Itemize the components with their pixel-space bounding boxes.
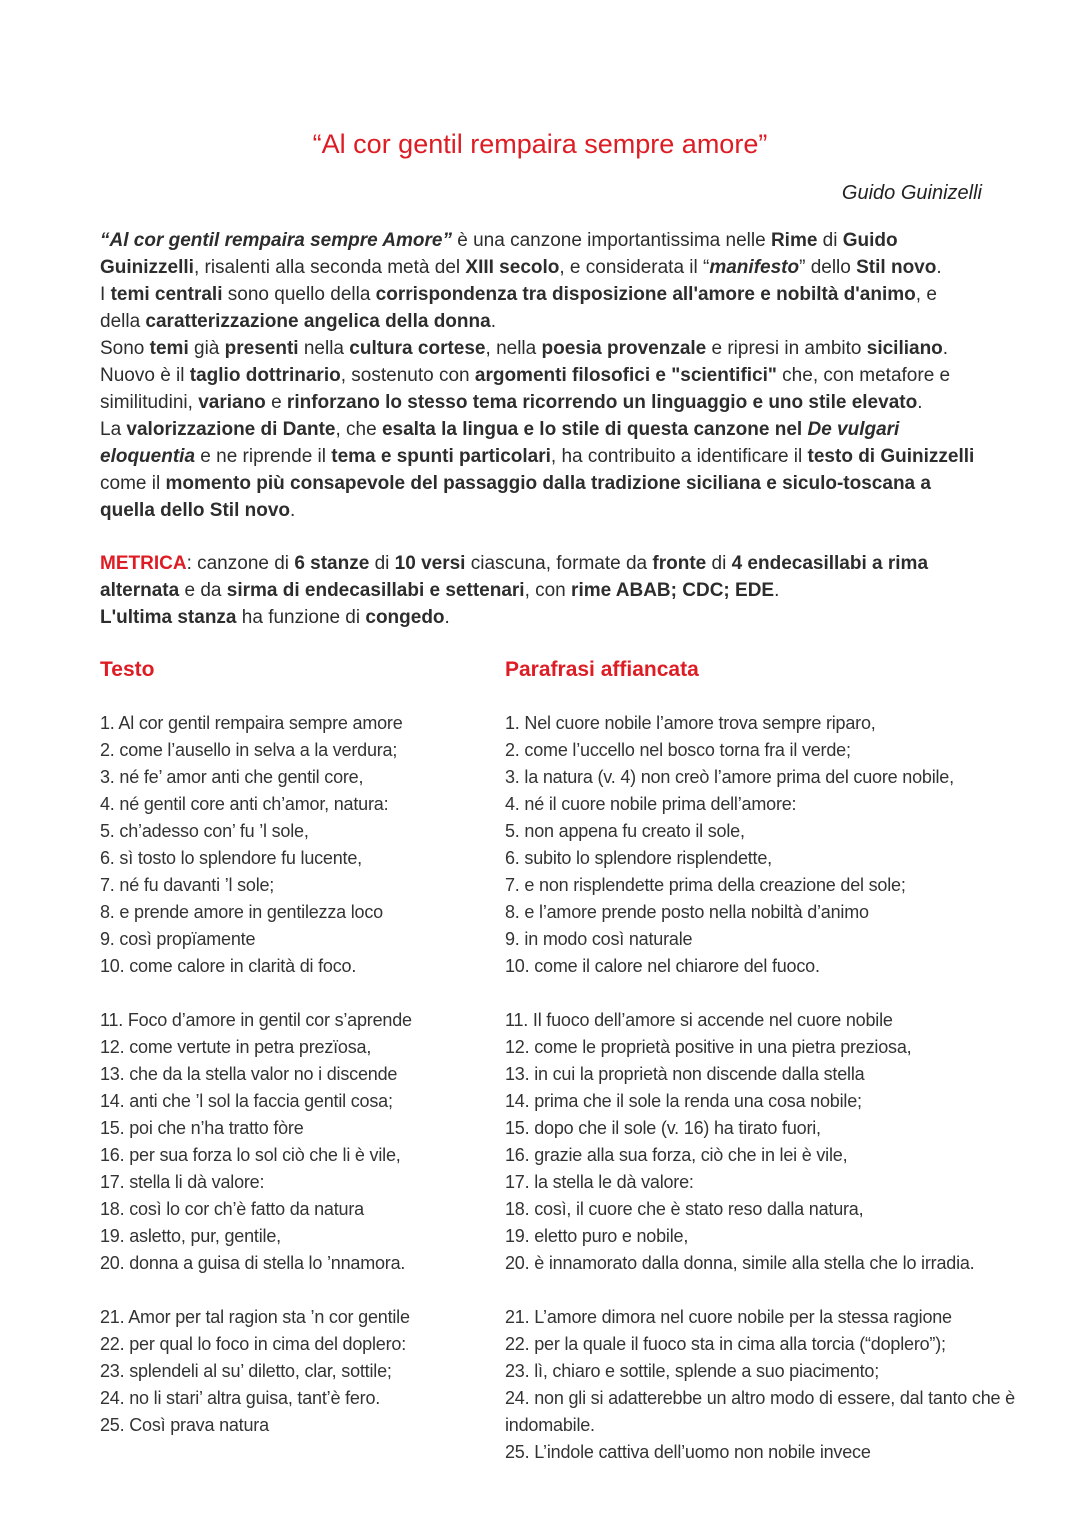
text-run: , con (524, 580, 572, 601)
poem-line: 17. stella li dà valore: (100, 1172, 265, 1192)
poem-line: 1. Al cor gentil rempaira sempre amore (100, 713, 403, 733)
intro-paragraph-5 (100, 416, 982, 524)
text-run: “Al cor gentil rempaira sempre Amore” (100, 230, 452, 251)
text-run: sono quello della (222, 284, 376, 305)
testo-stanza-3 (100, 1304, 505, 1439)
poem-line: 25. Così prava natura (100, 1415, 269, 1435)
poem-line: 8. e prende amore in gentilezza loco (100, 902, 383, 922)
text-run: Rime (770, 230, 818, 251)
text-run: , nella (485, 338, 542, 359)
text-run: Sono (100, 338, 150, 359)
poem-line: 20. donna a guisa di stella lo ’nnamora. (100, 1253, 406, 1273)
poem-line: 4. né gentil core anti ch’amor, natura: (100, 794, 389, 814)
text-run: di (369, 553, 395, 574)
poem-line: 13. che da la stella valor no i discende (100, 1064, 398, 1084)
testo-stanza-2 (100, 1007, 505, 1277)
text-run: Nuovo è il (100, 365, 190, 386)
poem-line: 9. così propïamente (100, 929, 256, 949)
poem-line: 24. non gli si adatterebbe un altro modo di essere, dal tanto che è indomabile. (505, 1388, 1015, 1435)
text-run: , e della (100, 284, 937, 332)
text-run: esalta la lingua e lo stile di questa canzone nel (381, 419, 808, 440)
text-run: XIII secolo (465, 257, 560, 278)
text-run: poesia provenzale (541, 338, 707, 359)
parafrasi-heading: Parafrasi affiancata (505, 658, 699, 681)
poem-line: 23. lì, chiaro e sottile, splende a suo piacimento; (505, 1361, 880, 1381)
text-run: . (290, 500, 296, 521)
poem-line: 23. splendeli al su’ diletto, clar, sottile; (100, 1361, 392, 1381)
text-run: rime ABAB; CDC; EDE (571, 580, 775, 601)
text-run: momento più consapevole del passaggio dalla tradizione siciliana e siculo-toscana a quella dello Stil novo (100, 473, 931, 521)
text-run: . (490, 311, 496, 332)
text-run: di (706, 553, 732, 574)
text-run: presenti (224, 338, 299, 359)
text-run: , ha contribuito a identificare il (550, 446, 808, 467)
parafrasi-column (505, 656, 1065, 1466)
text-run: già (188, 338, 225, 359)
poem-line: 20. è innamorato dalla donna, simile alla stella che lo irradia. (505, 1253, 975, 1273)
text-run: . (942, 338, 949, 359)
parafrasi-stanza-1 (505, 710, 1065, 980)
text-run: variano (198, 392, 266, 413)
poem-line: 7. né fu davanti ’l sole; (100, 875, 275, 895)
poem-line: 4. né il cuore nobile prima dell’amore: (505, 794, 797, 814)
poem-line: 10. come calore in clarità di foco. (100, 956, 357, 976)
poem-line: 5. ch’adesso con’ fu ’l sole, (100, 821, 309, 841)
text-run: cultura cortese (349, 338, 486, 359)
text-run: come il (100, 473, 166, 494)
text-run: tema e spunti particolari (331, 446, 551, 467)
text-run: congedo (365, 607, 445, 628)
intro-paragraph-3 (100, 335, 982, 362)
text-run: è una canzone importantissima nelle (451, 230, 771, 251)
poem-line: 15. dopo che il sole (v. 16) ha tirato fuori, (505, 1118, 821, 1138)
text-run: , e considerata il “ (559, 257, 710, 278)
text-run: e (265, 392, 287, 413)
text-run: : canzone di (186, 553, 295, 574)
text-run: ha funzione di (236, 607, 366, 628)
text-run: Stil novo (856, 257, 937, 278)
text-run: corrispondenza tra disposizione all'amore e nobiltà d'animo (375, 284, 916, 305)
poem-line: 6. subito lo splendore risplendette, (505, 848, 772, 868)
poem-line: 22. per qual lo foco in cima del doplero: (100, 1334, 406, 1354)
text-run: , sostenuto con (340, 365, 475, 386)
text-run: . (774, 580, 780, 601)
text-run: di (817, 230, 843, 251)
text-run: taglio dottrinario (189, 365, 341, 386)
text-run: e ne riprende il (195, 446, 332, 467)
poem-line: 12. come le proprietà positive in una pietra preziosa, (505, 1037, 912, 1057)
text-run: , che (335, 419, 382, 440)
testo-stanza-1 (100, 710, 505, 980)
poem-line: 17. la stella le dà valore: (505, 1172, 694, 1192)
text-run: e ripresi in ambito (706, 338, 867, 359)
poem-line: 19. asletto, pur, gentile, (100, 1226, 281, 1246)
metrica-section (100, 550, 982, 631)
text-run: temi centrali (110, 284, 223, 305)
text-run: ” dello (799, 257, 857, 278)
poem-line: 7. e non risplendette prima della creazione del sole; (505, 875, 906, 895)
poem-line: 16. per sua forza lo sol ciò che li è vile, (100, 1145, 401, 1165)
text-run: testo di Guinizzelli (807, 446, 975, 467)
author-name: Guido Guinizelli (841, 182, 982, 204)
poem-line: 15. poi che n’ha tratto fòre (100, 1118, 304, 1138)
text-run: 4 endecasillabi a rima alternata (100, 553, 929, 601)
poem-line: 2. come l’uccello nel bosco torna fra il verde; (505, 740, 851, 760)
poem-line: 21. Amor per tal ragion sta ’n cor gentile (100, 1307, 410, 1327)
intro-paragraph-2 (100, 281, 982, 335)
poem-line: 25. L’indole cattiva dell’uomo non nobile invece (505, 1442, 871, 1462)
metrica-congedo-paragraph (100, 604, 982, 631)
poem-line: 10. come il calore nel chiarore del fuoco. (505, 956, 820, 976)
poem-line: 9. in modo così naturale (505, 929, 693, 949)
parafrasi-stanza-3 (505, 1304, 1065, 1466)
testo-heading: Testo (100, 658, 155, 681)
text-run: nella (298, 338, 350, 359)
poem-line: 21. L’amore dimora nel cuore nobile per la stessa ragione (505, 1307, 952, 1327)
intro-paragraph-1 (100, 227, 982, 281)
poem-line: 8. e l’amore prende posto nella nobiltà d’animo (505, 902, 869, 922)
text-run: 6 stanze (294, 553, 370, 574)
text-run: 10 versi (394, 553, 466, 574)
text-run: ciascuna, formate da (465, 553, 653, 574)
text-run: argomenti filosofici e "scientifici" (474, 365, 777, 386)
poem-line: 11. Foco d’amore in gentil cor s’aprende (100, 1010, 412, 1030)
text-run: siciliano (866, 338, 943, 359)
text-run: temi (149, 338, 189, 359)
poem-line: 12. come vertute in petra prezïosa, (100, 1037, 372, 1057)
text-run: caratterizzazione angelica della donna (145, 311, 491, 332)
text-run: I (100, 284, 111, 305)
poem-line: 11. Il fuoco dell’amore si accende nel cuore nobile (505, 1010, 893, 1030)
poem-line: 19. eletto puro e nobile, (505, 1226, 689, 1246)
poem-line: 14. prima che il sole la renda una cosa nobile; (505, 1091, 862, 1111)
text-run: . (444, 607, 450, 628)
testo-column (100, 656, 505, 1439)
page-title: “Al cor gentil rempaira sempre amore” (312, 129, 768, 159)
text-run: . (936, 257, 942, 278)
poem-line: 3. la natura (v. 4) non creò l’amore prima del cuore nobile, (505, 767, 954, 787)
poem-line: 18. così lo cor ch’è fatto da natura (100, 1199, 364, 1219)
poem-line: 13. in cui la proprietà non discende dalla stella (505, 1064, 865, 1084)
introduction-section (100, 227, 982, 524)
text-run: sirma di endecasillabi e settenari (226, 580, 525, 601)
poem-line: 18. così, il cuore che è stato reso dalla natura, (505, 1199, 864, 1219)
text-run: che, con metafore e similitudini, (100, 365, 951, 413)
text-run: Guido Guinizzelli (100, 230, 898, 278)
text-run: fronte (652, 553, 707, 574)
text-run: e da (179, 580, 227, 601)
intro-paragraph-4 (100, 362, 982, 416)
poem-line: 1. Nel cuore nobile l’amore trova sempre riparo, (505, 713, 876, 733)
poem-line: 6. sì tosto lo splendore fu lucente, (100, 848, 362, 868)
poem-line: 16. grazie alla sua forza, ciò che in lei è vile, (505, 1145, 848, 1165)
poem-line: 3. né fe’ amor anti che gentil core, (100, 767, 364, 787)
text-run: . (917, 392, 923, 413)
poem-line: 14. anti che ’l sol la faccia gentil cosa; (100, 1091, 393, 1111)
text-run: METRICA (100, 553, 187, 574)
text-run: De vulgari eloquentia (100, 419, 900, 467)
text-run: manifesto (709, 257, 800, 278)
poem-line: 24. no li stari’ altra guisa, tant’è fero. (100, 1388, 381, 1408)
text-run: valorizzazione di Dante (126, 419, 336, 440)
poem-line: 5. non appena fu creato il sole, (505, 821, 745, 841)
parafrasi-stanza-2 (505, 1007, 1065, 1277)
text-run: L'ultima stanza (100, 607, 237, 628)
poem-line: 22. per la quale il fuoco sta in cima alla torcia (“doplero”); (505, 1334, 946, 1354)
poem-line: 2. come l’ausello in selva a la verdura; (100, 740, 398, 760)
text-run: , risalenti alla seconda metà del (193, 257, 466, 278)
text-run: La (100, 419, 127, 440)
text-run: rinforzano lo stesso tema ricorrendo un linguaggio e uno stile elevato (286, 392, 918, 413)
metrica-paragraph (100, 550, 982, 604)
text-and-paraphrase-columns (100, 656, 1065, 1466)
